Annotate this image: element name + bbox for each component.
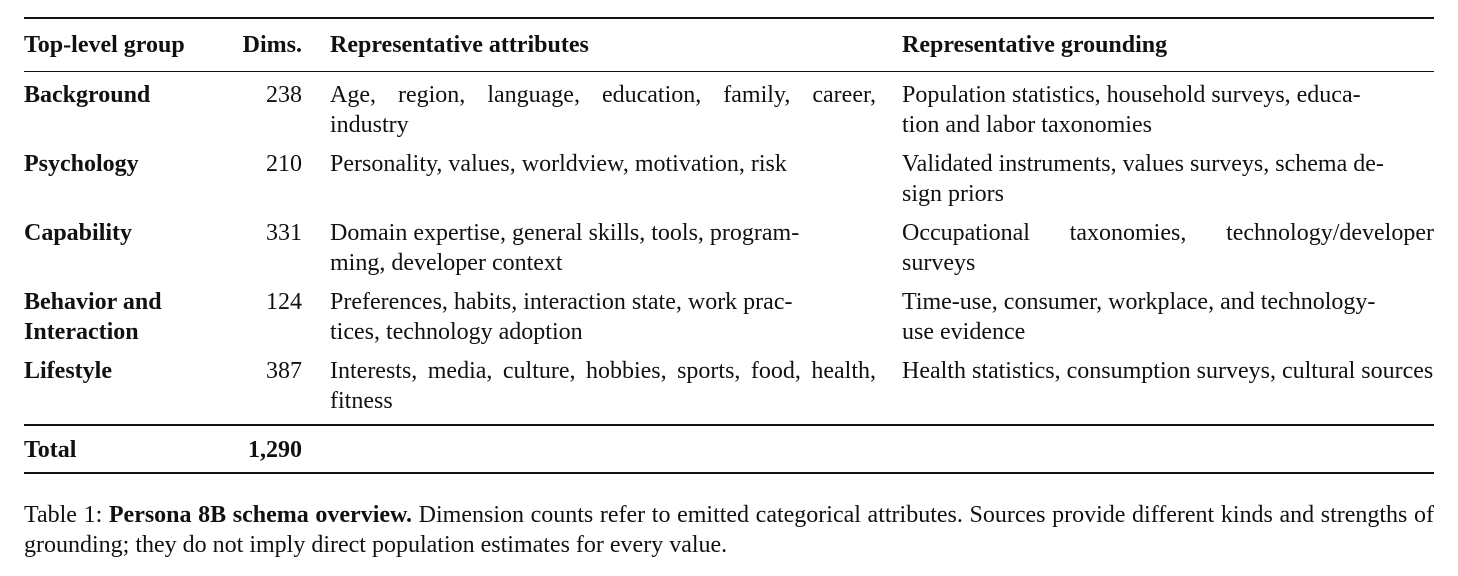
header-representative-grounding: Representative grounding [902,32,1168,58]
bottom-rule [24,472,1434,474]
row-attributes: Personality, values, worldview, motivation, risk [330,151,787,178]
row-dims: 238 [266,82,302,109]
row-attributes: Age, region, language, education, family, career, industry [330,82,876,139]
row-dims: 124 [266,289,302,316]
schema-table-container [24,17,1434,474]
header-representative-attributes: Representative attributes [330,32,589,58]
row-group-name: Psychology [24,151,139,178]
row-group-name: Behavior and Interaction [24,289,162,346]
row-group-name: Background [24,82,151,109]
row-dims: 331 [266,220,302,247]
schema-overview-table [24,19,1434,71]
header-top-level-group: Top-level group [24,32,185,58]
table-header-row [24,19,1434,71]
header-dims: Dims. [242,32,302,58]
table-row [24,149,1434,218]
row-group-name: Lifestyle [24,358,112,385]
row-group-name: Capability [24,220,133,247]
table-row [24,356,1434,425]
row-attributes: Domain expertise, general skills, tools, program- ming, developer context [330,220,800,277]
caption-title: Persona 8B schema overview. [108,502,413,528]
row-attributes: Preferences, habits, interaction state, work prac- tices, technology adoption [330,289,793,346]
total-dims: 1,290 [248,436,302,463]
caption-text: Dimension counts refer to emitted categorical attributes. Sources provide different kinds and strengths of grounding; they do not imply direct population estimates for every value. [24,502,1435,558]
total-row [24,426,1434,472]
table-caption [24,500,1434,560]
header-rule [24,71,1434,72]
row-dims: 210 [266,151,302,178]
row-grounding: Population statistics, household surveys, educa- tion and labor taxonomies [902,82,1361,139]
row-dims: 387 [266,358,302,385]
row-grounding: Occupational taxonomies, technology/developer surveys [902,220,1434,277]
row-grounding: Time-use, consumer, workplace, and technology- use evidence [902,289,1376,346]
table-row [24,218,1434,287]
total-label: Total [24,436,77,463]
row-grounding: Validated instruments, values surveys, schema de- sign priors [902,151,1384,208]
schema-total-table [24,426,1434,472]
caption-label: Table 1: [24,502,103,528]
table-row [24,287,1434,356]
row-grounding: Health statistics, consumption surveys, cultural sources [902,358,1434,385]
row-attributes: Interests, media, culture, hobbies, sports, food, health, fitness [330,358,876,415]
table-row [24,80,1434,149]
schema-body-table [24,80,1434,425]
